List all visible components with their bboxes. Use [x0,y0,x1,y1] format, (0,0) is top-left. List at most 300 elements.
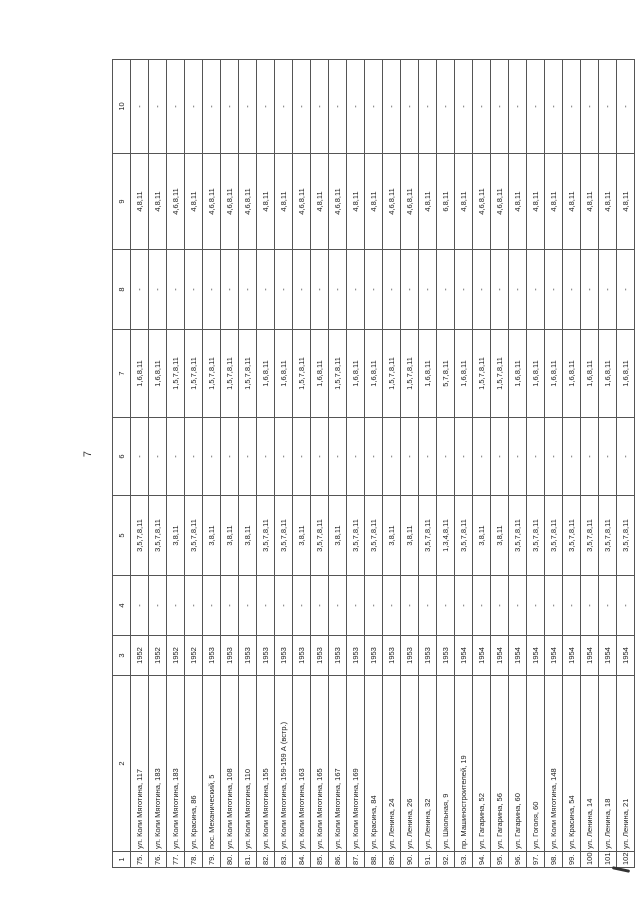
table-cell: 1953 [401,636,419,676]
table-cell: ул. Ленина, 18 [599,676,617,852]
table-cell: 1,5,7,8,11 [293,330,311,418]
table-cell: - [437,576,455,636]
table-cell: - [473,576,491,636]
table-cell: - [365,576,383,636]
table-row [221,60,239,868]
table-row [365,60,383,868]
table-cell: ул. Красина, 86 [185,676,203,852]
table-cell: - [149,576,167,636]
table-cell: - [491,418,509,496]
table-row [239,60,257,868]
table-cell: - [383,576,401,636]
table-cell: 3,5,7,8,11 [527,496,545,576]
table-cell: ул. Коли Мяготина, 183 [149,676,167,852]
table-cell: 1,6,8,11 [527,330,545,418]
table-cell: ул. Ленина, 14 [581,676,599,852]
table-cell: 1,6,8,11 [365,330,383,418]
table-cell: 1953 [437,636,455,676]
table-cell: 75. [131,852,149,868]
table-cell: - [581,576,599,636]
table-row [311,60,329,868]
table-cell: ул. Гагарина, 56 [491,676,509,852]
table-cell: ул. Гоголя, 60 [527,676,545,852]
table-cell: 88. [365,852,383,868]
table-cell: 4,8,11 [149,154,167,250]
table-cell: 3,8,11 [491,496,509,576]
table-cell: - [239,60,257,154]
table-cell: 1952 [167,636,185,676]
table-cell: - [473,60,491,154]
table-row [149,60,167,868]
table-cell: 1,5,7,8,11 [167,330,185,418]
table-cell: - [185,576,203,636]
table-cell: 93. [455,852,473,868]
table-cell: 97. [527,852,545,868]
table-cell: - [167,250,185,330]
table-cell: ул. Гагарина, 52 [473,676,491,852]
table-cell: 3,5,7,8,11 [509,496,527,576]
table-cell: 4,8,11 [131,154,149,250]
table-cell: 3,8,11 [401,496,419,576]
table-cell: - [239,418,257,496]
table-cell: - [401,576,419,636]
table-cell: - [257,576,275,636]
table-row [491,60,509,868]
table-cell: ул. Гагарина, 60 [509,676,527,852]
table-row [383,60,401,868]
table-cell: 4,8,11 [617,154,635,250]
table-cell: ул. Коли Мяготина, 159-159 А (встр.) [275,676,293,852]
table-cell: - [617,418,635,496]
table-cell: 1954 [581,636,599,676]
table-cell: - [401,418,419,496]
table-cell: 1953 [311,636,329,676]
table-cell: - [419,576,437,636]
table-cell: 3,5,7,8,11 [545,496,563,576]
table-cell: ул. Красина, 54 [563,676,581,852]
table-cell: 100. [581,852,599,868]
table-cell: 1,6,8,11 [419,330,437,418]
table-cell: 80. [221,852,239,868]
table-cell: 1,6,8,11 [581,330,599,418]
table-cell: 4,8,11 [365,154,383,250]
table-cell: - [203,418,221,496]
table-cell: 3,8,11 [473,496,491,576]
table-cell: - [275,576,293,636]
table-cell: 1953 [383,636,401,676]
table-cell: 4,6,8,11 [329,154,347,250]
table-cell: - [293,418,311,496]
table-row [203,60,221,868]
column-header: 4 [113,576,131,636]
table-cell: - [401,250,419,330]
table-cell: 4,6,8,11 [293,154,311,250]
table-cell: - [437,60,455,154]
table-cell: - [203,60,221,154]
table-cell: - [239,576,257,636]
table-cell: 1953 [365,636,383,676]
column-header: 1 [113,852,131,868]
table-cell: - [581,418,599,496]
table-cell: 4,6,8,11 [401,154,419,250]
table-cell: - [455,418,473,496]
table-cell: ул. Ленина, 26 [401,676,419,852]
table-row [257,60,275,868]
table-cell: 1,6,8,11 [347,330,365,418]
table-container [112,60,630,868]
table-cell: - [329,60,347,154]
table-cell: - [185,60,203,154]
table-cell: - [257,418,275,496]
table-cell: - [149,418,167,496]
table-cell: - [131,418,149,496]
table-cell: 1954 [491,636,509,676]
table-cell: - [293,250,311,330]
table-cell: 1952 [185,636,203,676]
table-cell: 94. [473,852,491,868]
table-row [329,60,347,868]
table-cell: 1,5,7,8,11 [203,330,221,418]
table-cell: 4,8,11 [581,154,599,250]
table-cell: 3,8,11 [329,496,347,576]
table-cell: - [383,418,401,496]
table-cell: 4,8,11 [275,154,293,250]
table-row [419,60,437,868]
column-header: 9 [113,154,131,250]
table-cell: - [563,418,581,496]
table-cell: - [563,576,581,636]
table-cell: 1954 [473,636,491,676]
table-cell: - [311,418,329,496]
table-cell: - [167,418,185,496]
table-cell: - [419,60,437,154]
table-row [347,60,365,868]
table-cell: - [545,250,563,330]
table-cell: - [257,60,275,154]
table-cell: 3,5,7,8,11 [347,496,365,576]
table-cell: ул. Коли Мяготина, 148 [545,676,563,852]
table-cell: 89. [383,852,401,868]
table-cell: - [563,60,581,154]
column-header: 7 [113,330,131,418]
column-header: 6 [113,418,131,496]
table-cell: ул. Коли Мяготина, 163 [293,676,311,852]
table-cell: 1953 [221,636,239,676]
table-cell: 1,5,7,8,11 [329,330,347,418]
table-cell: - [221,250,239,330]
table-cell: 3,8,11 [239,496,257,576]
table-cell: 1952 [149,636,167,676]
table-cell: ул. Ленина, 21 [617,676,635,852]
table-cell: 77. [167,852,185,868]
table-cell: - [545,418,563,496]
table-cell: - [545,60,563,154]
table-cell: ул. Красина, 84 [365,676,383,852]
table-cell: ул. Коли Мяготина, 167 [329,676,347,852]
table-cell: - [365,418,383,496]
table-cell: 1954 [599,636,617,676]
table-cell: 96. [509,852,527,868]
table-row [617,60,635,868]
column-header: 2 [113,676,131,852]
table-cell: - [131,60,149,154]
table-cell: 1,5,7,8,11 [221,330,239,418]
table-cell: 1954 [527,636,545,676]
table-cell: ул. Ленина, 32 [419,676,437,852]
table-cell: - [581,250,599,330]
table-cell: - [203,250,221,330]
table-cell: - [599,60,617,154]
table-cell: 4,8,11 [563,154,581,250]
table-cell: - [455,250,473,330]
table-row [527,60,545,868]
table-cell: 3,8,11 [383,496,401,576]
table-cell: 3,5,7,8,11 [275,496,293,576]
table-cell: 3,5,7,8,11 [563,496,581,576]
table-cell: 1,6,8,11 [131,330,149,418]
table-cell: 84. [293,852,311,868]
table-header-row [113,60,131,868]
table-cell: - [437,418,455,496]
table-cell: - [221,576,239,636]
table-cell: - [239,250,257,330]
data-table [112,59,635,868]
table-cell: - [203,576,221,636]
table-cell: 5,7,8,11 [437,330,455,418]
table-cell: 102. [617,852,635,868]
table-cell: 4,8,11 [527,154,545,250]
table-cell: - [527,250,545,330]
table-cell: - [599,576,617,636]
table-cell: 1,3,4,8,11 [437,496,455,576]
table-cell: ул. Коли Мяготина, 155 [257,676,275,852]
table-cell: 3,8,11 [293,496,311,576]
table-row [167,60,185,868]
table-cell: - [437,250,455,330]
table-cell: 3,5,7,8,11 [311,496,329,576]
table-cell: - [311,250,329,330]
table-row [563,60,581,868]
table-cell: 91. [419,852,437,868]
table-cell: - [311,60,329,154]
table-row [545,60,563,868]
table-cell: 4,8,11 [347,154,365,250]
table-cell: - [509,250,527,330]
table-cell: 1,6,8,11 [455,330,473,418]
table-cell: 1,6,8,11 [617,330,635,418]
table-cell: - [329,418,347,496]
table-cell: - [131,250,149,330]
table-cell: - [455,60,473,154]
table-cell: ул. Коли Мяготина, 165 [311,676,329,852]
table-cell: 1954 [563,636,581,676]
table-row [275,60,293,868]
table-cell: 1,6,8,11 [509,330,527,418]
table-cell: 4,6,8,11 [167,154,185,250]
table-cell: ул. Ленина, 24 [383,676,401,852]
table-cell: 1954 [509,636,527,676]
table-cell: - [167,60,185,154]
table-cell: - [221,418,239,496]
table-cell: 3,5,7,8,11 [149,496,167,576]
table-row [509,60,527,868]
table-cell: 3,5,7,8,11 [599,496,617,576]
table-cell: 82. [257,852,275,868]
rotated-table-frame [112,60,630,868]
table-cell: 3,5,7,8,11 [455,496,473,576]
table-cell: - [347,250,365,330]
table-cell: - [491,250,509,330]
table-cell: 1,5,7,8,11 [473,330,491,418]
table-cell: 1954 [455,636,473,676]
table-cell: 3,5,7,8,11 [419,496,437,576]
table-cell: - [257,250,275,330]
table-cell: - [491,576,509,636]
table-cell: 1,6,8,11 [311,330,329,418]
table-cell: - [347,60,365,154]
table-row [401,60,419,868]
table-cell: - [599,418,617,496]
table-cell: 1953 [257,636,275,676]
table-cell: ул. Коли Мяготина, 108 [221,676,239,852]
table-cell: 1953 [347,636,365,676]
table-cell: - [527,60,545,154]
table-cell: ул. Коли Мяготина, 110 [239,676,257,852]
table-cell: 1954 [617,636,635,676]
table-cell: 1953 [203,636,221,676]
table-cell: 4,8,11 [257,154,275,250]
table-row [599,60,617,868]
table-cell: 4,6,8,11 [239,154,257,250]
table-row [131,60,149,868]
table-cell: - [419,250,437,330]
table-cell: 1953 [275,636,293,676]
table-row [473,60,491,868]
table-cell: 1,5,7,8,11 [185,330,203,418]
table-cell: 4,8,11 [185,154,203,250]
table-cell: 1,5,7,8,11 [401,330,419,418]
table-cell: 81. [239,852,257,868]
table-cell: 1,6,8,11 [275,330,293,418]
column-header: 5 [113,496,131,576]
table-cell: 90. [401,852,419,868]
table-cell: 78. [185,852,203,868]
table-cell: - [329,250,347,330]
table-cell: 1,6,8,11 [563,330,581,418]
page-number: 7 [82,450,94,458]
table-row [581,60,599,868]
table-cell: - [185,418,203,496]
table-row [437,60,455,868]
table-cell: 85. [311,852,329,868]
table-cell: - [527,418,545,496]
table-cell: 6,8,11 [437,154,455,250]
table-cell: - [275,418,293,496]
table-cell: - [347,576,365,636]
table-cell: 76. [149,852,167,868]
table-cell: - [149,60,167,154]
table-cell: - [473,418,491,496]
table-cell: 1952 [131,636,149,676]
table-cell: 86. [329,852,347,868]
table-body [113,60,635,868]
table-cell: 3,8,11 [203,496,221,576]
table-cell: - [347,418,365,496]
table-cell: 3,5,7,8,11 [365,496,383,576]
table-cell: - [401,60,419,154]
table-cell: - [275,250,293,330]
table-cell: 4,6,8,11 [203,154,221,250]
table-cell: - [581,60,599,154]
table-cell: 95. [491,852,509,868]
table-cell: - [329,576,347,636]
table-cell: пр. Машиностроителей, 19 [455,676,473,852]
table-cell: - [221,60,239,154]
table-cell: 101. [599,852,617,868]
table-cell: пос. Механический, 5 [203,676,221,852]
table-cell: 1,6,8,11 [599,330,617,418]
table-cell: - [383,250,401,330]
table-cell: - [617,576,635,636]
table-cell: 99. [563,852,581,868]
table-cell: 3,5,7,8,11 [257,496,275,576]
table-cell: - [509,60,527,154]
table-cell: 3,5,7,8,11 [581,496,599,576]
table-cell: 3,5,7,8,11 [185,496,203,576]
table-cell: 4,8,11 [509,154,527,250]
table-cell: ул. Школьная, 9 [437,676,455,852]
table-cell: 1954 [545,636,563,676]
table-cell: 83. [275,852,293,868]
table-cell: ул. Коли Мяготина, 117 [131,676,149,852]
table-cell: - [293,60,311,154]
table-cell: - [149,250,167,330]
table-cell: 92. [437,852,455,868]
table-cell: 4,8,11 [545,154,563,250]
table-cell: 3,5,7,8,11 [131,496,149,576]
table-cell: - [491,60,509,154]
table-cell: 98. [545,852,563,868]
table-cell: 3,8,11 [221,496,239,576]
table-cell: 3,8,11 [167,496,185,576]
table-cell: 1,6,8,11 [545,330,563,418]
table-cell: - [293,576,311,636]
table-cell: - [365,250,383,330]
table-cell: 4,6,8,11 [473,154,491,250]
table-cell: - [473,250,491,330]
table-cell: - [275,60,293,154]
table-cell: - [455,576,473,636]
table-cell: - [365,60,383,154]
table-cell: 1953 [239,636,257,676]
table-cell: - [509,576,527,636]
table-row [455,60,473,868]
table-cell: 1,6,8,11 [149,330,167,418]
column-header: 8 [113,250,131,330]
table-cell: 1953 [329,636,347,676]
table-cell: 1953 [293,636,311,676]
table-cell: 3,5,7,8,11 [617,496,635,576]
table-cell: - [545,576,563,636]
table-cell: - [185,250,203,330]
table-cell: - [527,576,545,636]
table-cell: - [131,576,149,636]
table-cell: 4,6,8,11 [221,154,239,250]
table-cell: ул. Коли Мяготина, 169 [347,676,365,852]
table-row [293,60,311,868]
table-row [185,60,203,868]
table-cell: 4,8,11 [599,154,617,250]
